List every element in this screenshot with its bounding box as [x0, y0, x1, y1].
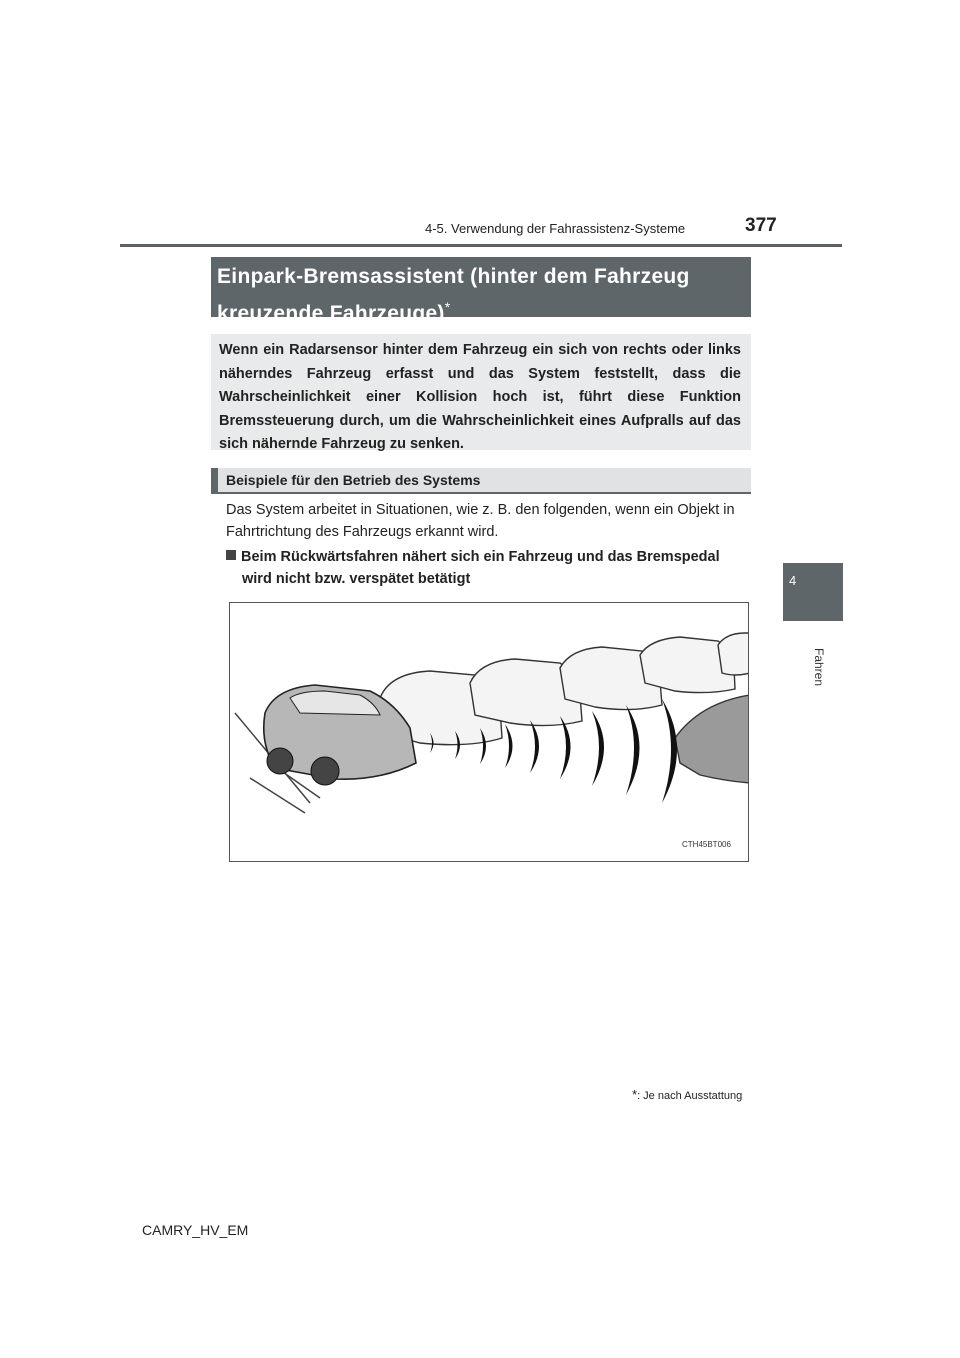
section-title-marker: *	[444, 299, 451, 315]
subheading-box	[211, 468, 751, 494]
intro-text: Wenn ein Radarsensor hinter dem Fahrzeug ein sich von rechts oder links näherndes Fahrzeug erfasst und das System feststellt, dass die Wahrscheinlichkeit einer Kollision hoch ist, führt diese Funktion Bremssteuerung durch, um die Wahrscheinlichkeit eines Aufpralls auf das sich nähernde Fahrzeug zu senken.	[219, 342, 741, 452]
illustration-figure	[229, 602, 749, 862]
bullet-square-icon	[226, 550, 236, 560]
chapter-tab	[783, 563, 843, 621]
section-title-box	[211, 257, 751, 325]
body-paragraph: Das System arbeitet in Situationen, wie z. B. den folgenden, wenn ein Objekt in Fahrtrichtung des Fahrzeugs erkannt wird.	[226, 502, 735, 540]
parking-illustration	[230, 603, 749, 862]
asterisk-icon: *	[632, 1087, 638, 1102]
bullet-line-1: Beim Rückwärtsfahren nähert sich ein Fahrzeug und das Bremspedal	[241, 549, 720, 565]
intro-box	[211, 334, 751, 450]
figure-code: CTH45BT006	[682, 840, 731, 849]
chapter-tab-number: 4	[789, 573, 797, 588]
footer-model-code: CAMRY_HV_EM	[142, 1222, 249, 1238]
approaching-car	[675, 695, 749, 783]
bullet-line-2: wird nicht bzw. verspätet betätigt	[242, 571, 471, 587]
chapter-tab-label: Fahren	[812, 648, 826, 687]
bullet-item	[226, 546, 748, 590]
footnote-text: : Je nach Ausstattung	[637, 1090, 743, 1102]
footnote	[632, 1087, 742, 1102]
subheading: Beispiele für den Betrieb des Systems	[226, 472, 481, 488]
header-section-title: 4-5. Verwendung der Fahrassistenz-Systeme	[425, 221, 686, 236]
header-divider	[120, 244, 842, 247]
section-title-text: Einpark-Bremsassistent (hinter dem Fahrzeug kreuzende Fahrzeuge)	[217, 265, 690, 325]
page-number: 377	[745, 215, 777, 236]
section-title	[217, 261, 751, 329]
